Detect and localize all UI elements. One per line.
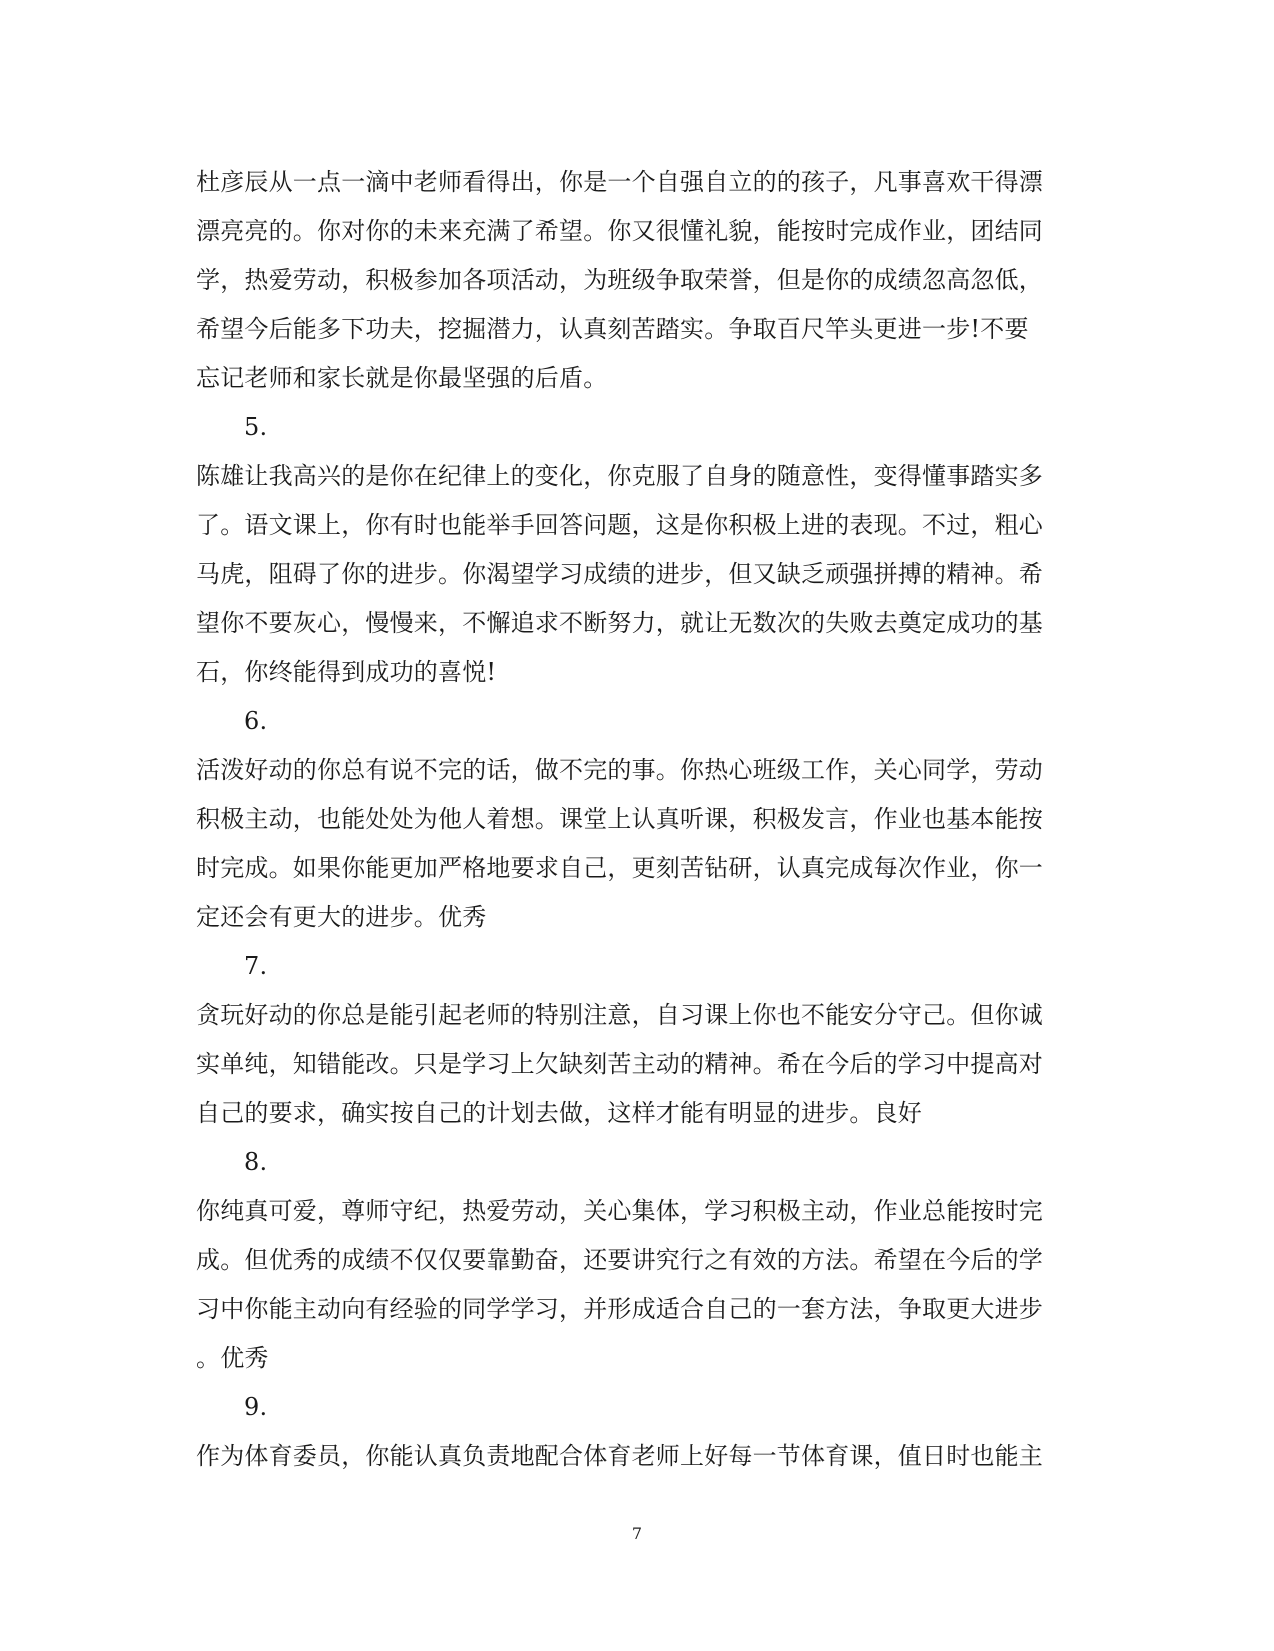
item-number: 6. [244,707,268,735]
item-number: 8. [244,1148,268,1176]
text-line: 忘记老师和家长就是你最坚强的后盾。 [196,364,608,392]
text-line: 实单纯，知错能改。只是学习上欠缺刻苦主动的精神。希在今后的学习中提高对 [196,1050,1043,1078]
item-number: 5. [244,413,268,441]
item-number: 7. [244,952,268,980]
item-number: 9. [244,1393,268,1421]
text-line: 你纯真可爱，尊师守纪，热爱劳动，关心集体，学习积极主动，作业总能按时完 [196,1197,1043,1225]
text-line: 漂亮亮的。你对你的未来充满了希望。你又很懂礼貌，能按时完成作业，团结同 [196,217,1043,245]
text-line: 杜彦辰从一点一滴中老师看得出，你是一个自强自立的的孩子，凡事喜欢干得漂 [196,168,1043,196]
text-line: 积极主动，也能处处为他人着想。课堂上认真听课，积极发言，作业也基本能按 [196,805,1043,833]
text-line: 陈雄让我高兴的是你在纪律上的变化，你克服了自身的随意性，变得懂事踏实多 [196,462,1043,490]
text-line: 学，热爱劳动，积极参加各项活动，为班级争取荣誉，但是你的成绩忽高忽低， [196,266,1043,294]
text-line: 自己的要求，确实按自己的计划去做，这样才能有明显的进步。良好 [196,1099,922,1127]
text-line: 作为体育委员，你能认真负责地配合体育老师上好每一节体育课，值日时也能主 [196,1442,1043,1470]
text-line: 马虎，阻碍了你的进步。你渴望学习成绩的进步，但又缺乏顽强拼搏的精神。希 [196,560,1043,588]
text-line: 贪玩好动的你总是能引起老师的特别注意，自习课上你也不能安分守己。但你诚 [196,1001,1043,1029]
text-line: 习中你能主动向有经验的同学学习，并形成适合自己的一套方法，争取更大进步 [196,1295,1043,1323]
text-line: 活泼好动的你总有说不完的话，做不完的事。你热心班级工作，关心同学，劳动 [196,756,1043,784]
text-line: 定还会有更大的进步。优秀 [196,903,487,931]
text-line: 希望今后能多下功夫，挖掘潜力，认真刻苦踏实。争取百尺竿头更进一步!不要 [196,315,1029,343]
text-line: 了。语文课上，你有时也能举手回答问题，这是你积极上进的表现。不过，粗心 [196,511,1043,539]
document-body [196,158,1080,1481]
text-line: 石，你终能得到成功的喜悦! [196,658,497,686]
text-line: 。优秀 [196,1344,269,1372]
text-line: 成。但优秀的成绩不仅仅要靠勤奋，还要讲究行之有效的方法。希望在今后的学 [196,1246,1043,1274]
text-line: 时完成。如果你能更加严格地要求自己，更刻苦钻研，认真完成每次作业，你一 [196,854,1043,882]
page-number: 7 [631,1524,643,1543]
text-line: 望你不要灰心，慢慢来，不懈追求不断努力，就让无数次的失败去奠定成功的基 [196,609,1043,637]
